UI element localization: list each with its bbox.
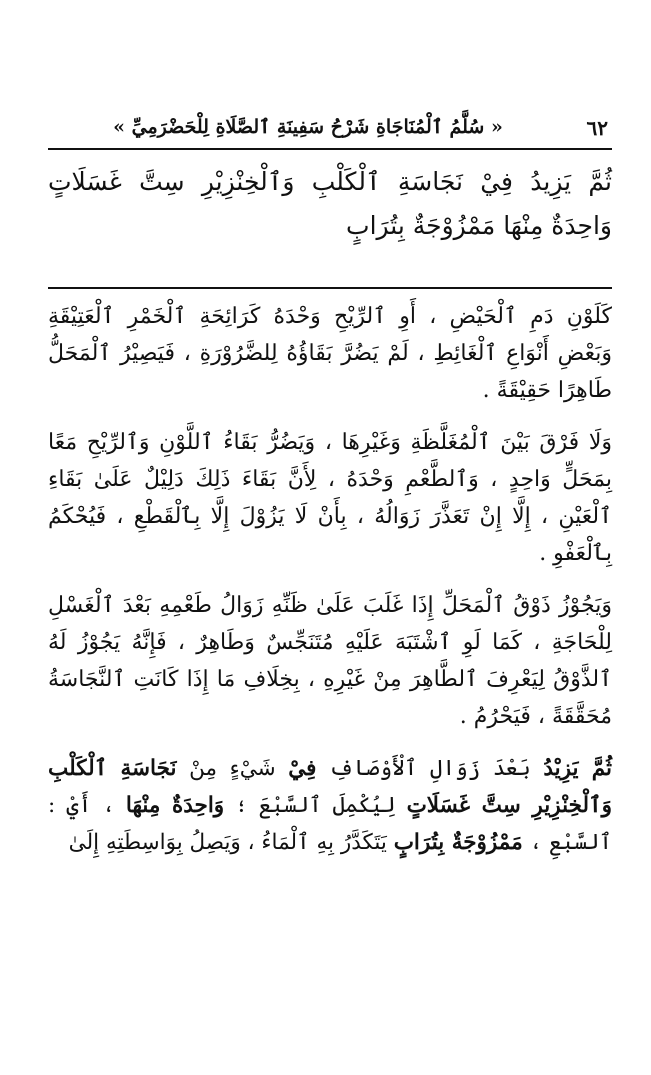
commentary-phrase: شَيْءٍ مِنْ [176,756,289,781]
quoted-matn-phrase: وَاحِدَةٌ مِنْهَا [125,793,225,818]
commentary-paragraph-1: كَلَوْنِ دَمِ ٱلْحَيْضِ ، أَوِ ٱلرِّيْحِ وَحْدَهُ كَرَائِحَةِ ٱلْخَمْرِ ٱلْعَتِيْقَةِ وَبَعْضِ أَنْوَاعِ ٱلْغَائِطِ ، لَمْ يَضُرَّ بَقَاؤُهُ لِلضَّرُوْرَةِ ، فَيَصِيْرُ ٱلْمَحَلُّ طَاهِرًا حَقِيْقَةً . [48,304,612,403]
matn-paragraph: ثُمَّ يَزِيدُ فِيْ نَجَاسَةِ ٱلْكَلْبِ وَٱلْخِنْزِيْرِ سِتَّ غَسَلَاتٍ وَاحِدَةٌ مِنْهَا مَمْزُوْجَةٌ بِتُرَابٍ [48,167,612,240]
matn-separator-rule [48,287,612,289]
quoted-matn-phrase: مَمْزُوْجَةٌ بِتُرَابٍ [393,830,523,855]
commentary-paragraph-2: وَلَا فَرْقَ بَيْنَ ٱلْمُغَلَّظَةِ وَغَيْرِهَا ، وَيَضُرُّ بَقَاءُ ٱللَّوْنِ وَٱلرِّيْحِ مَعًا بِمَحَلٍّ وَاحِدٍ ، وَٱلطَّعْمِ وَحْدَهُ ، لِأَنَّ بَقَاءَ ذَلِكَ دَلِيْلٌ عَلَىٰ بَقَاءِ ٱلْعَيْنِ ، إِلَّا إِنْ تَعَذَّرَ زَوَالُهُ ، بِأَنْ لَا يَزُوْلَ إِلَّا بِٱلْقَطْعِ ، فَيُحْكَمُ بِٱلْعَفْوِ . [48,430,612,566]
commentary-block [48,298,612,861]
quoted-matn-phrase: فِيْ [288,756,317,781]
header-rule [48,148,612,150]
commentary-phrase: يَتَكَدَّرُ بِهِ ٱلْمَاءُ ، وَيَصِلُ بِوَاسِطَتِهِ إِلَىٰ [68,830,394,855]
commentary-paragraph-4 [48,750,612,861]
quoted-matn-phrase: ثُمَّ يَزِيْدُ [543,756,612,781]
quoted-matn-phrase: نَجَاسَةِ ٱلْكَلْبِ وَٱلْخِنْزِيْرِ سِتَّ غَسَلَاتٍ [48,756,612,818]
matn-text-block [48,160,612,248]
running-title: « سُلَّمُ ٱلْمُنَاجَاةِ شَرْحُ سَفِينَةِ ٱلصَّلَاةِ لِلْحَضْرَمِيِّ » [113,116,503,138]
page-header [48,110,608,146]
commentary-paragraph-3: وَيَجُوْزُ ذَوْقُ ٱلْمَحَلِّ إِذَا غَلَبَ عَلَىٰ ظَنِّهِ زَوَالُ طَعْمِهِ بَعْدَ ٱلْغَسْلِ لِلْحَاجَةِ ، كَمَا لَوِ ٱشْتَبَهَ عَلَيْهِ مُتَنَجِّسٌ وَطَاهِرٌ ، فَإِنَّهُ يَجُوْزُ لَهُ ٱلذَّوْقُ لِيَعْرِفَ ٱلطَّاهِرَ مِنْ غَيْرِهِ ، بِخِلَافِ مَا إِذَا كَانَتِ ٱلنَّجَاسَةُ مُحَقَّقَةً ، فَيَحْرُمُ . [48,593,612,729]
commentary-phrase: لِيُكْمِلَ ٱلسَّبْعَ ؛ [224,793,407,818]
commentary-phrase: بَعْدَ زَوَالِ ٱلْأَوْصَافِ [316,756,544,781]
page-number: ٦٢ [586,116,608,140]
commentary-phrase: ، أَيْ : ٱلسَّبْعِ ، [48,793,612,855]
